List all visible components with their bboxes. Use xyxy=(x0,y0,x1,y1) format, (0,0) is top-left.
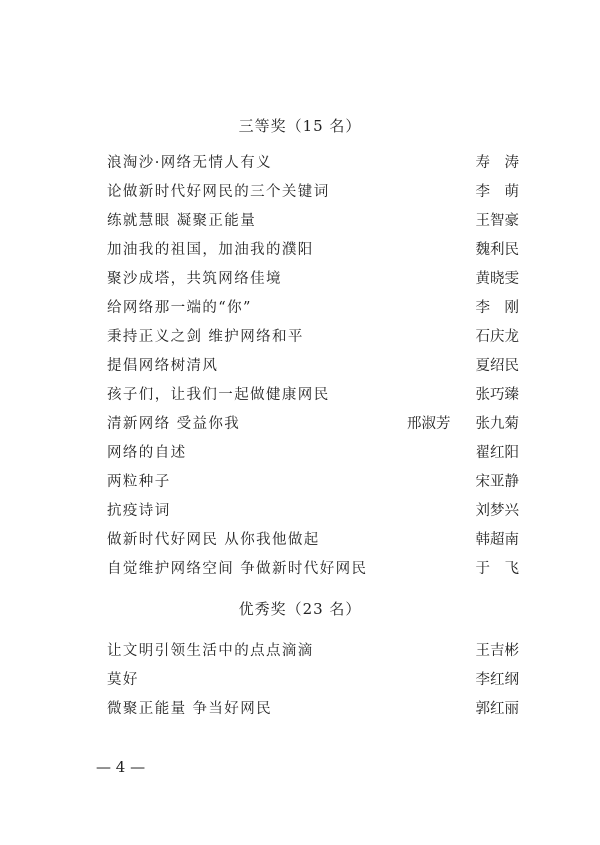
entry-title: 自觉维护网络空间 争做新时代好网民 xyxy=(107,561,368,577)
award-entry xyxy=(107,413,519,435)
entry-title: 加油我的祖国，加油我的濮阳 xyxy=(107,242,314,258)
entry-title: 秉持正义之剑 维护网络和平 xyxy=(107,329,304,345)
entry-title: 浪淘沙·网络无情人有义 xyxy=(107,155,273,171)
section-heading-third-prize: 三等奖（15 名） xyxy=(238,117,362,135)
entry-author: 寿 涛 xyxy=(475,155,519,171)
award-entry xyxy=(107,326,519,348)
entry-title: 论做新时代好网民的三个关键词 xyxy=(107,184,330,200)
entry-title: 给网络那一端的“你” xyxy=(107,300,252,316)
award-entry xyxy=(107,239,519,261)
entry-author: 王吉彬 xyxy=(475,643,519,659)
award-entry xyxy=(107,471,519,493)
entry-author: 夏绍民 xyxy=(475,358,519,374)
entry-author: 石庆龙 xyxy=(475,329,519,345)
entry-author: 魏利民 xyxy=(475,242,519,258)
entry-title: 抗疫诗词 xyxy=(107,503,171,519)
award-entry xyxy=(107,500,519,522)
entry-title: 提倡网络树清风 xyxy=(107,358,219,374)
entry-title: 聚沙成塔，共筑网络佳境 xyxy=(107,271,282,287)
award-entry xyxy=(107,297,519,319)
entry-author: 李 刚 xyxy=(475,300,519,316)
entry-author: 于 飞 xyxy=(475,561,519,577)
entry-title: 让文明引领生活中的点点滴滴 xyxy=(107,643,314,659)
entry-title: 网络的自述 xyxy=(107,445,187,461)
entry-author: 张巧臻 xyxy=(475,387,519,403)
entry-author: 韩超南 xyxy=(475,532,519,548)
award-entry xyxy=(107,355,519,377)
award-entry xyxy=(107,698,519,720)
entry-title: 莫好 xyxy=(107,672,139,688)
section-heading-excellence-award: 优秀奖（23 名） xyxy=(238,600,362,618)
award-entry xyxy=(107,558,519,580)
award-entry xyxy=(107,181,519,203)
award-entry xyxy=(107,640,519,662)
entry-title: 两粒种子 xyxy=(107,474,171,490)
entry-author: 王智豪 xyxy=(475,213,519,229)
entry-title: 孩子们，让我们一起做健康网民 xyxy=(107,387,330,403)
entry-author: 李红纲 xyxy=(475,672,519,688)
award-entry xyxy=(107,210,519,232)
entry-author: 黄晓雯 xyxy=(475,271,519,287)
award-entry xyxy=(107,442,519,464)
entry-author: 刘梦兴 xyxy=(475,503,519,519)
entry-author: 李 萌 xyxy=(475,184,519,200)
page-number: — 4 — xyxy=(96,758,146,776)
entry-coauthor: 邢淑芳 xyxy=(407,416,451,432)
entry-title: 做新时代好网民 从你我他做起 xyxy=(107,532,320,548)
entry-title: 练就慧眼 凝聚正能量 xyxy=(107,213,257,229)
entry-author: 郭红丽 xyxy=(475,701,519,717)
award-entry xyxy=(107,384,519,406)
entry-title: 微聚正能量 争当好网民 xyxy=(107,701,273,717)
award-entry xyxy=(107,268,519,290)
entry-author: 宋亚静 xyxy=(475,474,519,490)
award-entry xyxy=(107,529,519,551)
award-entry xyxy=(107,152,519,174)
award-entry xyxy=(107,669,519,691)
entry-author: 翟红阳 xyxy=(475,445,519,461)
entry-author: 张九菊 xyxy=(475,416,519,432)
entry-title: 清新网络 受益你我 xyxy=(107,416,241,432)
